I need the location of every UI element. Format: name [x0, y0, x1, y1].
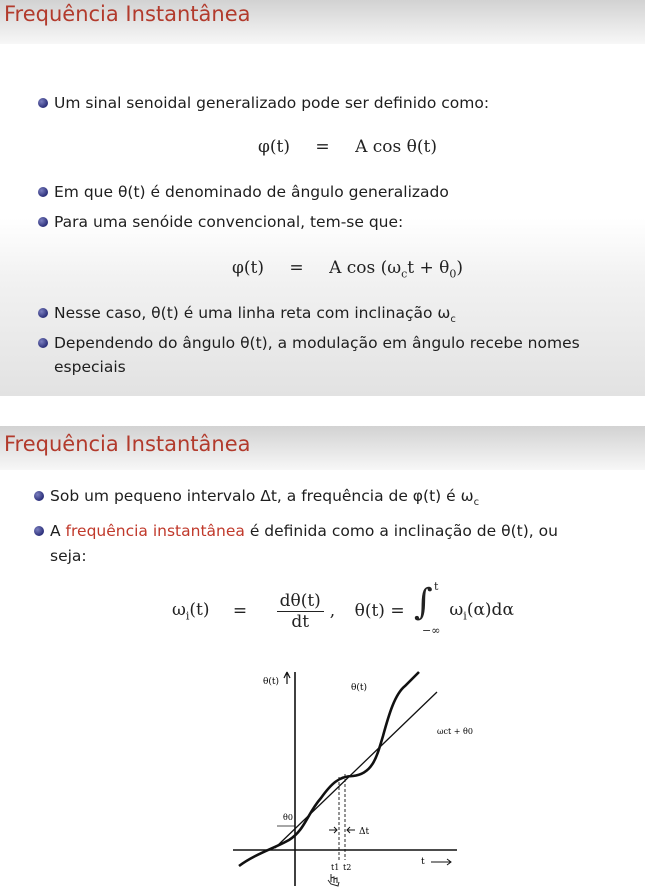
bullet-icon: [38, 98, 48, 108]
equation-3: $\omega_i(t)$ = $\frac{d\theta(t)}{dt}$ , θ(t) = ∫ t −∞ $\omega_i(\alpha)d\alpha$: [172, 580, 514, 637]
eq2-lhs: φ(t): [232, 258, 264, 278]
slide-1-title-bar: [0, 0, 645, 44]
bullet-icon: [34, 526, 44, 536]
equation-1: [258, 137, 437, 157]
bullet-3: Para uma senóide convencional, tem-se que:: [38, 211, 403, 233]
equation-2: φ(t) = A $\cos (\omega_ct + \theta_0)$: [232, 258, 464, 281]
dt-label: Δt: [359, 827, 370, 837]
line-label: ωct + θ0: [437, 727, 473, 736]
slide-1-title: Frequência Instantânea: [4, 2, 251, 26]
bullet-icon: [34, 491, 44, 501]
dt-right-arrow-icon: [347, 827, 355, 833]
tangent-line: [275, 692, 437, 848]
slide-2: [0, 426, 645, 888]
t2-label: t2: [343, 863, 352, 872]
bullet-5-continued: especiais: [54, 358, 126, 376]
t1-label: t1: [331, 863, 340, 872]
eq1-rhs: A cos θ(t): [355, 137, 437, 157]
slide-separator: [0, 396, 645, 426]
integral-sign: ∫ t −∞: [414, 580, 441, 637]
dt-left-arrow-icon: [329, 827, 337, 833]
slide-1: [0, 0, 645, 396]
eq1-equals: =: [315, 137, 330, 157]
bullet-2: Em que θ(t) é denominado de ângulo generalizado: [38, 181, 449, 203]
y-arrow-icon: [284, 672, 290, 684]
s2-bullet-2: A frequência instantânea é definida como a inclinação de θ(t), ou: [34, 520, 558, 542]
theta0-label: θ0: [283, 813, 293, 822]
bullet-5: Dependendo do ângulo θ(t), a modulação em ângulo recebe nomes: [38, 332, 580, 354]
highlight-term: frequência instantânea: [65, 522, 245, 540]
curve-label: θ(t): [351, 683, 368, 693]
derivative-fraction: $\frac{d\theta(t)}{dt}$: [277, 591, 324, 632]
t-axis-label: t: [421, 857, 425, 867]
bullet-icon: [38, 308, 48, 318]
instantaneous-frequency-figure: [225, 664, 473, 888]
bullet-1: Um sinal senoidal generalizado pode ser definido como:: [38, 92, 489, 114]
t-arrow-icon: [431, 859, 451, 865]
y-axis-label: θ(t): [263, 677, 280, 687]
bullet-icon: [38, 187, 48, 197]
s2-bullet-1: Sob um pequeno intervalo Δt, a frequência de φ(t) é $\omega_c$: [34, 485, 479, 514]
eq1-lhs: φ(t): [258, 137, 290, 157]
slide-2-title: Frequência Instantânea: [4, 432, 251, 456]
s2-bullet-2-continued: seja:: [50, 547, 87, 565]
bullet-icon: [38, 338, 48, 348]
eq2-equals: =: [289, 258, 304, 278]
bullet-icon: [38, 217, 48, 227]
theta-curve: [239, 672, 419, 866]
bullet-4: Nesse caso, θ(t) é uma linha reta com inclinação $\omega_c$: [38, 302, 456, 331]
hand-cursor-icon: [328, 874, 339, 886]
slide-2-title-bar: [0, 426, 645, 470]
